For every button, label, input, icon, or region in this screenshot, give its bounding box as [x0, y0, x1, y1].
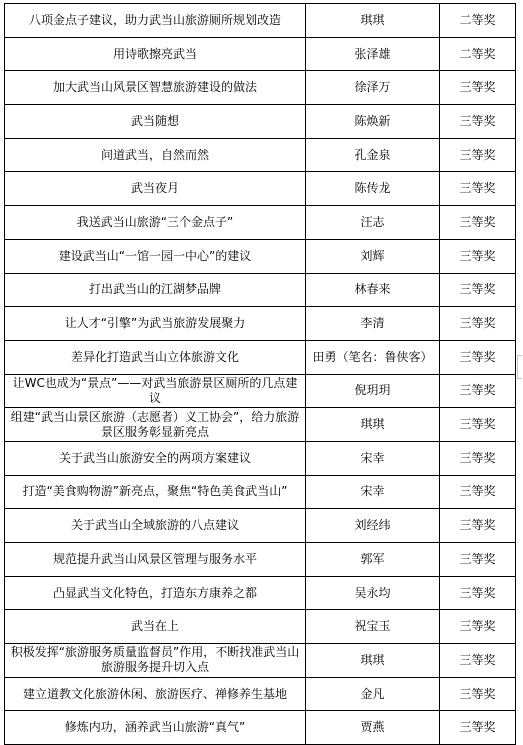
table-row: [5, 105, 516, 139]
entry-prize: 三等奖: [440, 711, 516, 745]
entry-author: 宋幸: [306, 441, 440, 475]
table-row: [5, 644, 516, 678]
entry-author: 汪志: [306, 206, 440, 240]
table-row: [5, 4, 516, 38]
table-row: [5, 307, 516, 341]
entry-title: 加大武当山风景区智慧旅游建设的做法: [5, 71, 306, 105]
entry-author: 郭军: [306, 543, 440, 577]
table-row: [5, 37, 516, 71]
entry-author: 陈焕新: [306, 105, 440, 139]
entry-author: 琪琪: [306, 644, 440, 678]
table-row: [5, 509, 516, 543]
table-row: [5, 677, 516, 711]
entry-author: 倪玥玥: [306, 374, 440, 408]
entry-title: 建立道教文化旅游休闲、旅游医疗、禅修养生基地: [5, 677, 306, 711]
entry-prize: 三等奖: [440, 509, 516, 543]
entry-title: 打出武当山的江湖梦品牌: [5, 273, 306, 307]
table-row: [5, 340, 516, 374]
entry-author: 张泽雄: [306, 37, 440, 71]
entry-author: 祝宝玉: [306, 610, 440, 644]
table-row: [5, 206, 516, 240]
entry-title: 建设武当山“一馆一园一中心”的建议: [5, 239, 306, 273]
entry-author: 李清: [306, 307, 440, 341]
entry-title: 用诗歌擦亮武当: [5, 37, 306, 71]
table-row: [5, 711, 516, 745]
entry-prize: 三等奖: [440, 71, 516, 105]
table-row: [5, 138, 516, 172]
entry-prize: 三等奖: [440, 307, 516, 341]
entry-prize: 三等奖: [440, 239, 516, 273]
entry-prize: 三等奖: [440, 610, 516, 644]
entry-author: 琪琪: [306, 408, 440, 442]
entry-title: 武当随想: [5, 105, 306, 139]
entry-author: 刘经纬: [306, 509, 440, 543]
entry-author: 吴永均: [306, 576, 440, 610]
entry-title: 凸显武当文化特色，打造东方康养之都: [5, 576, 306, 610]
entry-author: 贾燕: [306, 711, 440, 745]
entry-author: 徐泽万: [306, 71, 440, 105]
entry-prize: 三等奖: [440, 374, 516, 408]
entry-author: 陈传龙: [306, 172, 440, 206]
entry-prize: 三等奖: [440, 677, 516, 711]
entry-author: 刘辉: [306, 239, 440, 273]
table-row: [5, 610, 516, 644]
entry-author: 宋幸: [306, 475, 440, 509]
entry-prize: 三等奖: [440, 408, 516, 442]
entry-title: 修炼内功，涵养武当山旅游“真气”: [5, 711, 306, 745]
entry-title: 武当夜月: [5, 172, 306, 206]
entry-prize: 三等奖: [440, 340, 516, 374]
entry-author: 金凡: [306, 677, 440, 711]
entry-prize: 三等奖: [440, 206, 516, 240]
entry-prize: 三等奖: [440, 441, 516, 475]
entry-prize: 三等奖: [440, 644, 516, 678]
table-row: [5, 273, 516, 307]
entry-title: 差异化打造武当山立体旅游文化: [5, 340, 306, 374]
awards-table: [4, 3, 516, 745]
entry-title: 问道武当，自然而然: [5, 138, 306, 172]
entry-title: 武当在上: [5, 610, 306, 644]
entry-title: 积极发挥“旅游服务质量监督员”作用，不断找准武当山旅游服务提升切入点: [5, 644, 306, 678]
entry-prize: 三等奖: [440, 172, 516, 206]
entry-prize: 三等奖: [440, 138, 516, 172]
entry-title: 八项金点子建议，助力武当山旅游厕所规划改造: [5, 4, 306, 38]
entry-title: 关于武当山旅游安全的两项方案建议: [5, 441, 306, 475]
entry-title: 打造“美食购物游”新亮点，聚焦“特色美食武当山”: [5, 475, 306, 509]
table-row: [5, 239, 516, 273]
table-row: [5, 475, 516, 509]
entry-title: 组建“武当山景区旅游（志愿者）义工协会”，给力旅游景区服务彰显新亮点: [5, 408, 306, 442]
table-row: [5, 543, 516, 577]
entry-author: 林春来: [306, 273, 440, 307]
entry-prize: 二等奖: [440, 37, 516, 71]
entry-title: 关于武当山全域旅游的八点建议: [5, 509, 306, 543]
table-row: [5, 71, 516, 105]
entry-prize: 三等奖: [440, 105, 516, 139]
table-row: [5, 172, 516, 206]
entry-prize: 三等奖: [440, 475, 516, 509]
table-row: [5, 408, 516, 442]
entry-author: 孔金泉: [306, 138, 440, 172]
entry-author: 田勇（笔名：鲁侠客）: [306, 340, 440, 374]
entry-author: 琪琪: [306, 4, 440, 38]
entry-prize: 二等奖: [440, 4, 516, 38]
awards-table-body: [5, 4, 516, 745]
entry-title: 让人才“引擎”为武当旅游发展聚力: [5, 307, 306, 341]
entry-prize: 三等奖: [440, 273, 516, 307]
entry-title: 我送武当山旅游“三个金点子”: [5, 206, 306, 240]
entry-title: 规范提升武当山风景区管理与服务水平: [5, 543, 306, 577]
table-row: [5, 374, 516, 408]
page-edge-marker: [517, 355, 522, 379]
entry-prize: 三等奖: [440, 543, 516, 577]
table-row: [5, 441, 516, 475]
entry-prize: 三等奖: [440, 576, 516, 610]
entry-title: 让WC也成为“景点”——对武当旅游景区厕所的几点建议: [5, 374, 306, 408]
table-row: [5, 576, 516, 610]
